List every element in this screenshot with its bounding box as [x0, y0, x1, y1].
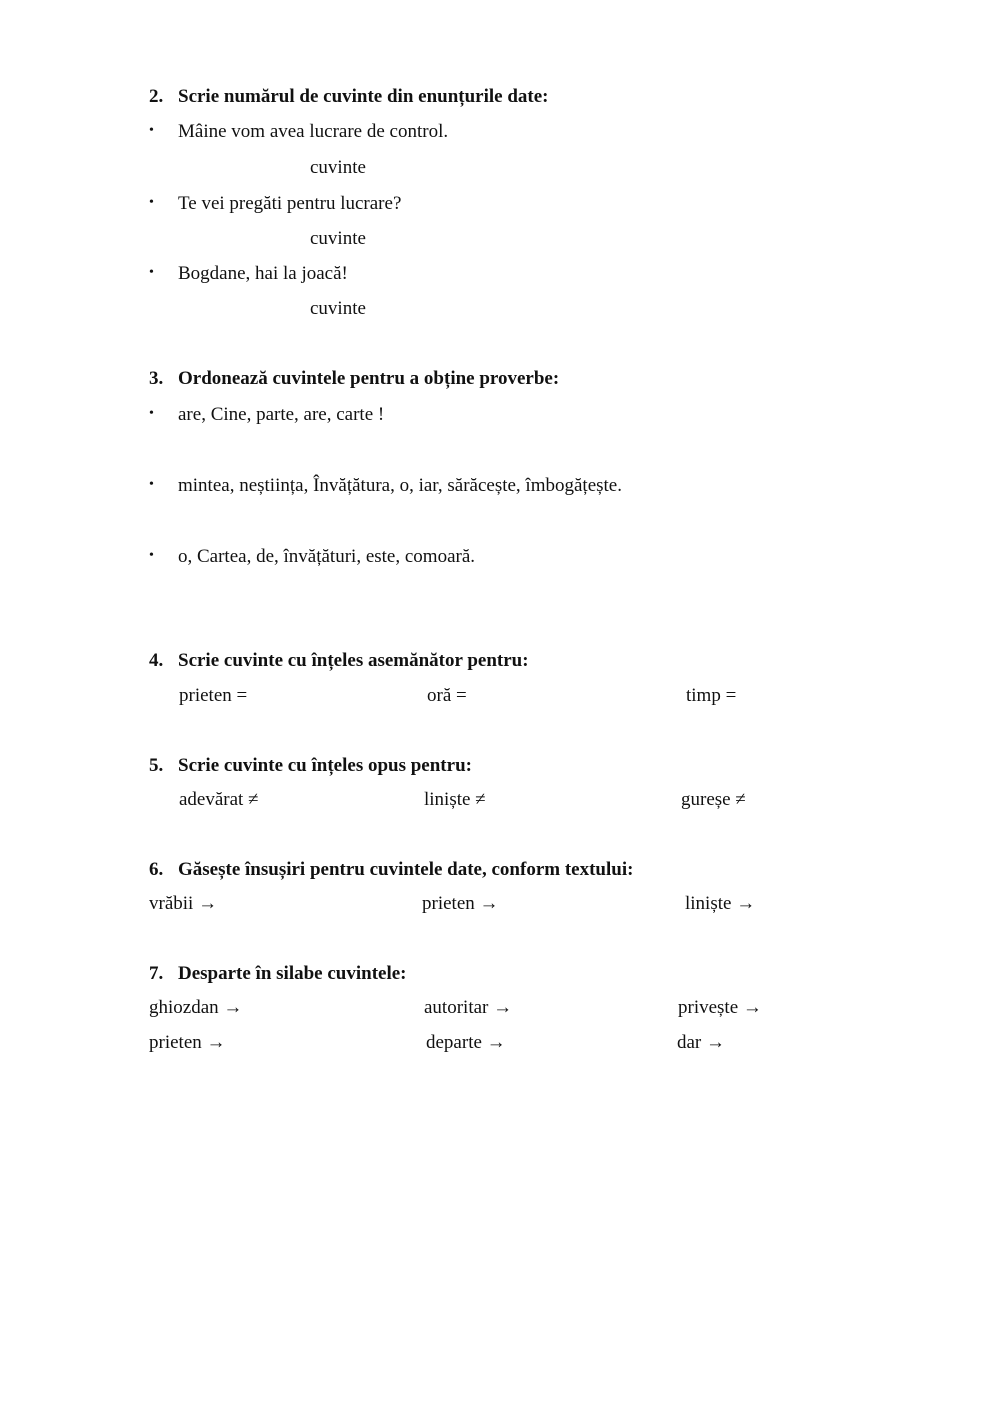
ex5-word-liniste: liniște ≠ [424, 789, 486, 810]
ex7-word-priveste: privește → [678, 997, 762, 1018]
exercise-7-heading [149, 964, 407, 983]
exercise-3-heading [149, 369, 559, 388]
bullet-icon: • [149, 265, 154, 280]
ex4-word-prieten: prieten = [179, 685, 248, 706]
bullet-icon: • [149, 123, 154, 138]
exercise-4-heading [149, 651, 529, 670]
ex6-word-vrabii: vrăbii → [149, 893, 218, 914]
bullet-icon: • [149, 406, 154, 421]
exercise-5-heading [149, 756, 472, 775]
ex2-sentence-1: Mâine vom avea lucrare de control. [178, 121, 449, 142]
exercise-5-title: Scrie cuvinte cu înțeles opus pentru: [178, 755, 472, 776]
exercise-3-number: 3. [149, 368, 164, 389]
ex7-word-departe: departe → [426, 1032, 506, 1053]
bullet-icon: • [149, 477, 154, 492]
ex2-sentence-3: Bogdane, hai la joacă! [178, 263, 348, 284]
exercise-4-title: Scrie cuvinte cu înțeles asemănător pentru: [178, 650, 529, 671]
exercise-3-title: Ordonează cuvintele pentru a obține proverbe: [178, 368, 560, 389]
ex3-proverb-words-3: o, Cartea, de, învățături, este, comoară. [178, 546, 476, 567]
exercise-7-number: 7. [149, 963, 164, 984]
exercise-4-number: 4. [149, 650, 164, 671]
exercise-2-title: Scrie numărul de cuvinte din enunțurile date: [178, 86, 549, 107]
ex6-word-prieten: prieten → [422, 893, 499, 914]
exercise-6-title: Găsește însușiri pentru cuvintele date, conform textului: [178, 859, 634, 880]
ex5-word-gurese: gureșe ≠ [681, 789, 746, 810]
ex7-word-prieten: prieten → [149, 1032, 226, 1053]
bullet-icon: • [149, 195, 154, 210]
ex4-word-ora: oră = [427, 685, 467, 706]
exercise-2-number: 2. [149, 86, 164, 107]
bullet-icon: • [149, 548, 154, 563]
ex7-word-ghiozdan: ghiozdan → [149, 997, 243, 1018]
ex7-word-dar: dar → [677, 1032, 726, 1053]
ex3-proverb-words-2: mintea, neștiința, Învățătura, o, iar, sărăcește, îmbogățește. [178, 475, 622, 496]
ex6-word-liniste: liniște → [685, 893, 756, 914]
exercise-6-heading [149, 860, 633, 879]
exercise-2-heading [149, 87, 549, 106]
ex3-proverb-words-1: are, Cine, parte, are, carte ! [178, 404, 385, 425]
ex7-word-autoritar: autoritar → [424, 997, 513, 1018]
ex2-answer-1-suffix: cuvinte [310, 157, 366, 178]
exercise-5-number: 5. [149, 755, 164, 776]
ex2-sentence-2: Te vei pregăti pentru lucrare? [178, 193, 402, 214]
ex2-answer-3-suffix: cuvinte [310, 298, 366, 319]
ex4-word-timp: timp = [686, 685, 737, 706]
ex2-answer-2-suffix: cuvinte [310, 228, 366, 249]
ex5-word-adevarat: adevărat ≠ [179, 789, 259, 810]
exercise-7-title: Desparte în silabe cuvintele: [178, 963, 407, 984]
exercise-6-number: 6. [149, 859, 164, 880]
